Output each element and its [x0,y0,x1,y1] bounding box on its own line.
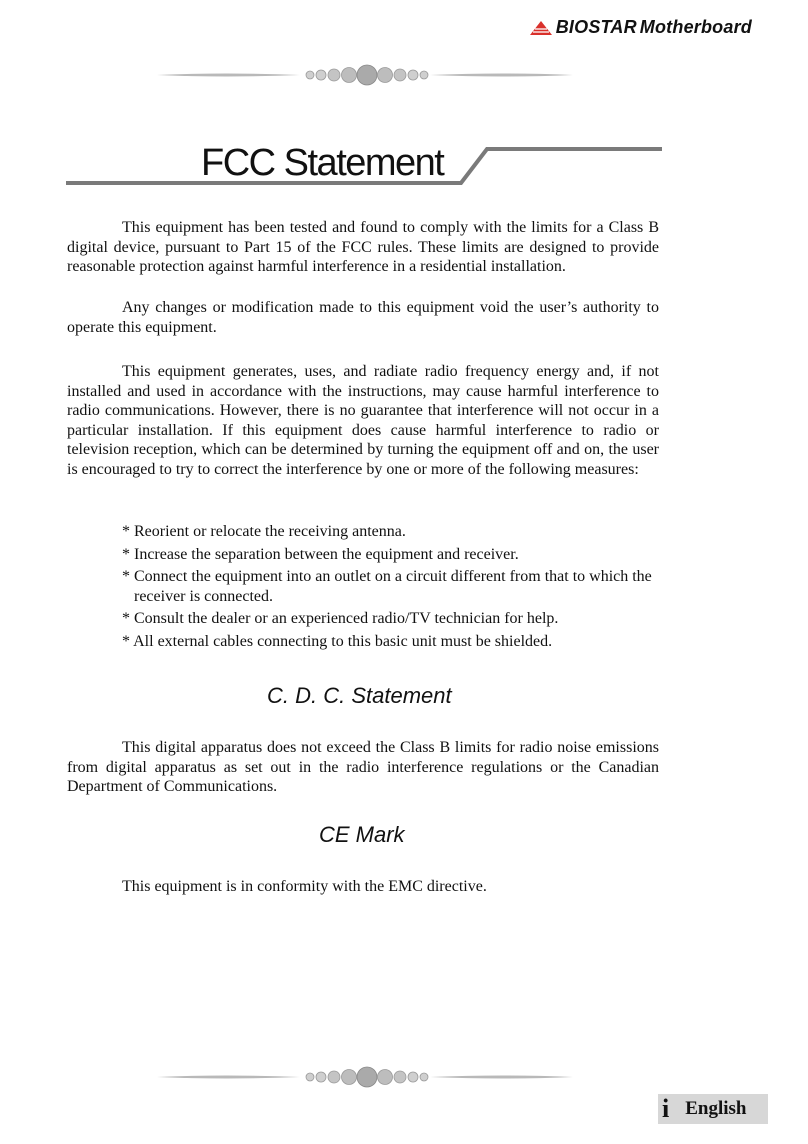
brand-name: BIOSTAR [555,17,637,37]
list-item: * Reorient or relocate the receiving antenna. [122,523,406,540]
ce-paragraph: This equipment is in conformity with the EMC directive. [122,878,487,895]
cdc-heading: C. D. C. Statement [267,683,452,708]
brand-header [529,17,752,38]
biostar-wedge-icon [529,19,553,37]
page-title: FCC Statement [201,142,444,184]
decorative-divider-top [155,64,575,86]
page-language: English [685,1098,747,1119]
fcc-paragraph-1: This equipment has been tested and found to comply with the limits for a Class B digital device, pursuant to Part 15 of the FCC rules. These limits are designed to provide reasonable protection against harmful interference in a residential installation. [67,219,659,275]
fcc-paragraph-2: Any changes or modification made to this equipment void the user’s authority to operate this equipment. [67,299,659,336]
cdc-paragraph: This digital apparatus does not exceed the Class B limits for radio noise emissions from digital apparatus as set out in the radio interference regulations or the Canadian Department of Communications. [67,739,659,795]
list-item: * Connect the equipment into an outlet on a circuit different from that to which the receiver is connected. [122,568,652,605]
page-footer-tab [658,1094,768,1124]
list-item: * Consult the dealer or an experienced radio/TV technician for help. [122,610,559,627]
decorative-divider-bottom [155,1066,575,1088]
fcc-paragraph-3: This equipment generates, uses, and radiate radio frequency energy and, if not installed and used in accordance with the instructions, may cause harmful interference to radio communications. However, there is no guarantee that interference will not occur in a particular installation. If this equipment does cause harmful interference to radio or television reception, which can be determined by turning the equipment off and on, the user is encouraged to try to correct the interference by one or more of the following measures: [67,363,659,478]
measures-list [122,522,660,654]
list-item: * Increase the separation between the equipment and receiver. [122,545,519,563]
list-item: * All external cables connecting to this basic unit must be shielded. [122,632,553,650]
page-number: i [662,1094,670,1123]
ce-heading: CE Mark [319,822,405,847]
brand-product: Motherboard [639,17,752,37]
